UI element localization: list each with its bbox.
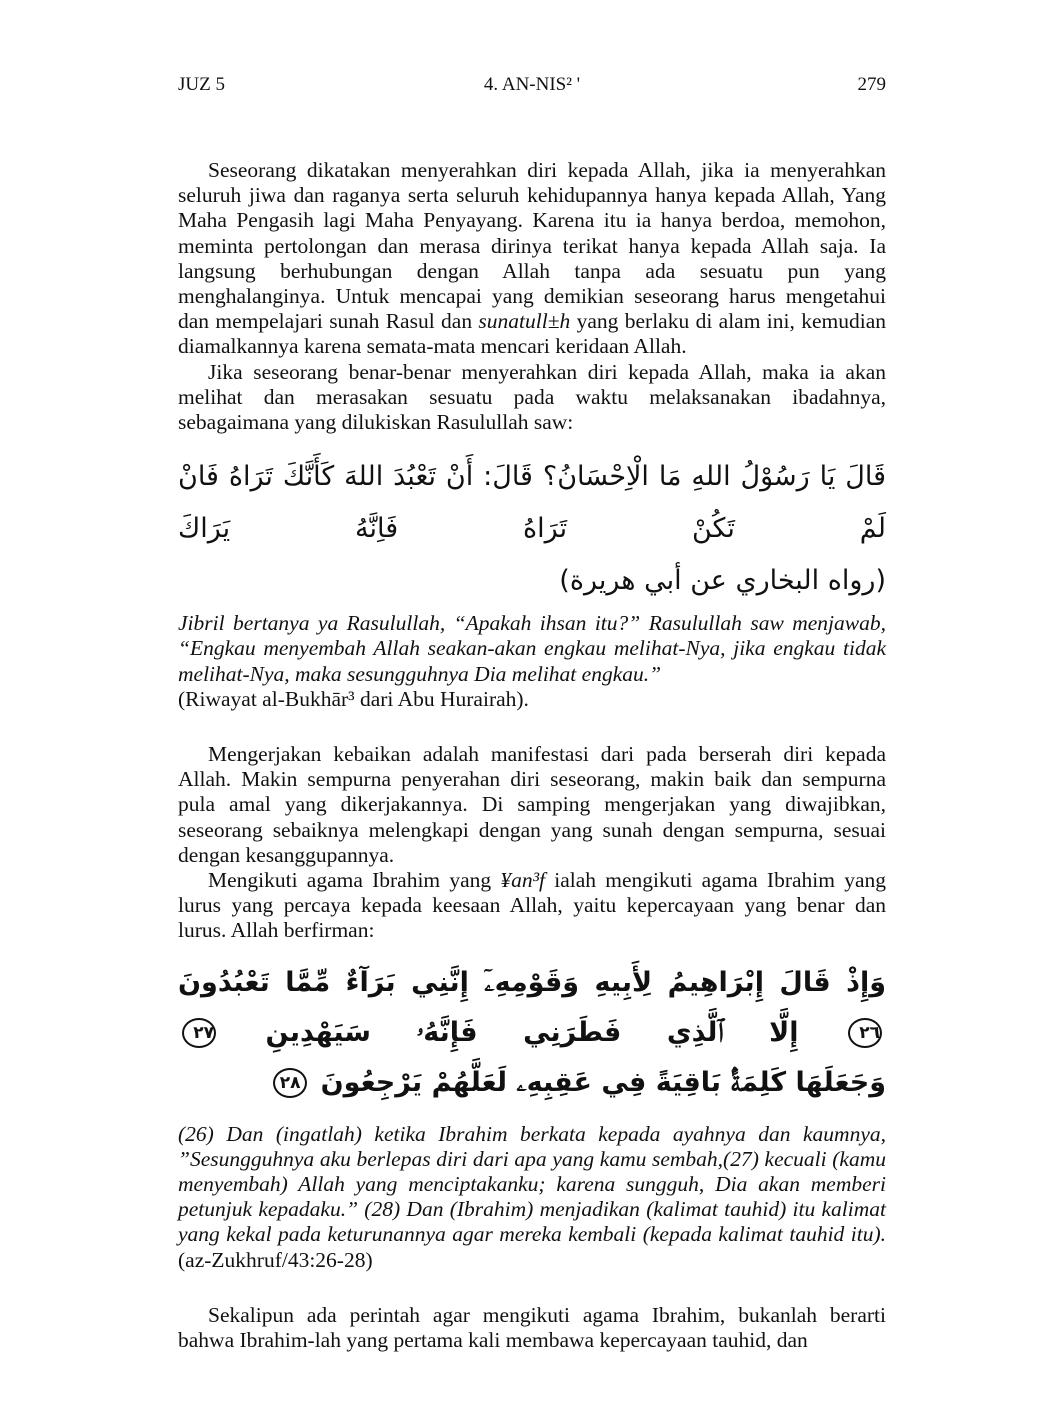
hadith-translation: Jibril bertanya ya Rasulullah, “Apakah ihsan itu?” Rasulullah saw menjawab, “Engkau menyembah Allah seakan-akan engkau melihat-Nya, jika engkau tidak melihat-Nya, maka sesungguhnya Dia melihat engkau.” (Riwayat al-Bukhār³ dari Abu Hurairah).: [178, 611, 886, 711]
paragraph-5: Sekalipun ada perintah agar mengikuti agama Ibrahim, bukanlah berarti bahwa Ibrahim-lah yang pertama kali membawa kepercayaan tauhid, dan: [178, 1302, 886, 1353]
surah-title: 4. AN-NIS² ': [483, 74, 581, 95]
ayah-number-26: ٢٦: [848, 1018, 882, 1048]
italic-term: sunatull±h: [478, 309, 571, 334]
paragraph-1: Seseorang dikatakan menyerahkan diri kepada Allah, jika ia menyerahkan seluruh jiwa dan raganya serta seluruh kehidupannya hanya kepada Allah, Yang Maha Pengasih lagi Maha Penyayang. Karena itu ia hanya berdoa, memohon, meminta pertolongan dan merasa dirinya terikat hanya kepada Allah saja. Ia langsung berhubungan dengan Allah tanpa ada sesuatu pun yang menghalanginya. Untuk mencapai yang demikian seseorang harus mengetahui dan mempelajari sunah Rasul dan sunatull±h yang berlaku di alam ini, kemudian diamalkannya karena semata-mata mencari keridaan Allah.: [178, 158, 886, 359]
page-header: [178, 74, 886, 100]
quran-line-2: وَجَعَلَهَا كَلِمَةًۢ بَاقِيَةً فِي عَقِبِهِۦ لَعَلَّهُمْ يَرْجِعُونَ ٢٨: [178, 1058, 886, 1108]
juz-label: JUZ 5: [178, 74, 225, 95]
hadith-arabic-line-1: قَالَ يَا رَسُوْلُ اللهِ مَا الْاِحْسَانُ؟ قَالَ: أَنْ تَعْبُدَ اللهَ كَأَنَّكَ تَرَاهُ فَانْ لَمْ تَكُنْ تَرَاهُ فَاِنَّهُ يَرَاكَ: [178, 461, 886, 545]
hadith-source: (Riwayat al-Bukhār³ dari Abu Hurairah).: [178, 686, 529, 711]
ayah-number-28: ٢٨: [273, 1068, 307, 1098]
hadith-arabic: [178, 451, 886, 607]
quran-source: (az-Zukhruf/43:26-28): [178, 1247, 373, 1272]
paragraph-2: Jika seseorang benar-benar menyerahkan diri kepada Allah, maka ia akan melihat dan merasakan sesuatu pada waktu melaksanakan ibadahnya, sebagaimana yang dilukiskan Rasulullah saw:: [178, 359, 886, 435]
quran-line-1: وَإِذْ قَالَ إِبْرَاهِيمُ لِأَبِيهِ وَقَوْمِهِۦٓ إِنَّنِي بَرَآءٌ مِّمَّا تَعْبُدُونَ ٢٦ إِلَّا ٱلَّذِي فَطَرَنِي فَإِنَّهُۥ سَيَهْدِينِ ٢٧: [178, 966, 886, 1048]
hadith-arabic-line-2: (رواه البخاري عن أبي هريرة): [559, 565, 886, 597]
paragraph-3: Mengerjakan kebaikan adalah manifestasi dari pada berserah diri kepada Allah. Makin sempurna penyerahan diri seseorang, makin baik dan sempurna pula amal yang dikerjakannya. Di samping mengerjakan yang diwajibkan, seseorang sebaiknya melengkapi dengan yang sunah dengan sempurna, sesuai dengan kesanggupannya.: [178, 742, 886, 867]
italic-term: ¥an³f: [500, 868, 546, 893]
page-number: 279: [857, 74, 886, 95]
paragraph-4: Mengikuti agama Ibrahim yang ¥an³f ialah mengikuti agama Ibrahim yang lurus yang percaya kepada keesaan Allah, yaitu kepercayaan yang benar dan lurus. Allah berfirman:: [178, 868, 886, 943]
quran-verses: [178, 958, 886, 1108]
page-body: [178, 158, 886, 1353]
ayah-number-27: ٢٧: [182, 1018, 216, 1048]
quran-translation: (26) Dan (ingatlah) ketika Ibrahim berkata kepada ayahnya dan kaumnya, ”Sesungguhnya aku berlepas diri dari apa yang kamu sembah,(27) kecuali (kamu menyembah) Allah yang menciptakanku; karena sungguh, Dia akan memberi petunjuk kepadaku.” (28) Dan (Ibrahim) menjadikan (kalimat tauhid) itu kalimat yang kekal pada keturunannya agar mereka kembali (kepada kalimat tauhid itu). (az-Zukhruf/43:26-28): [178, 1121, 886, 1272]
